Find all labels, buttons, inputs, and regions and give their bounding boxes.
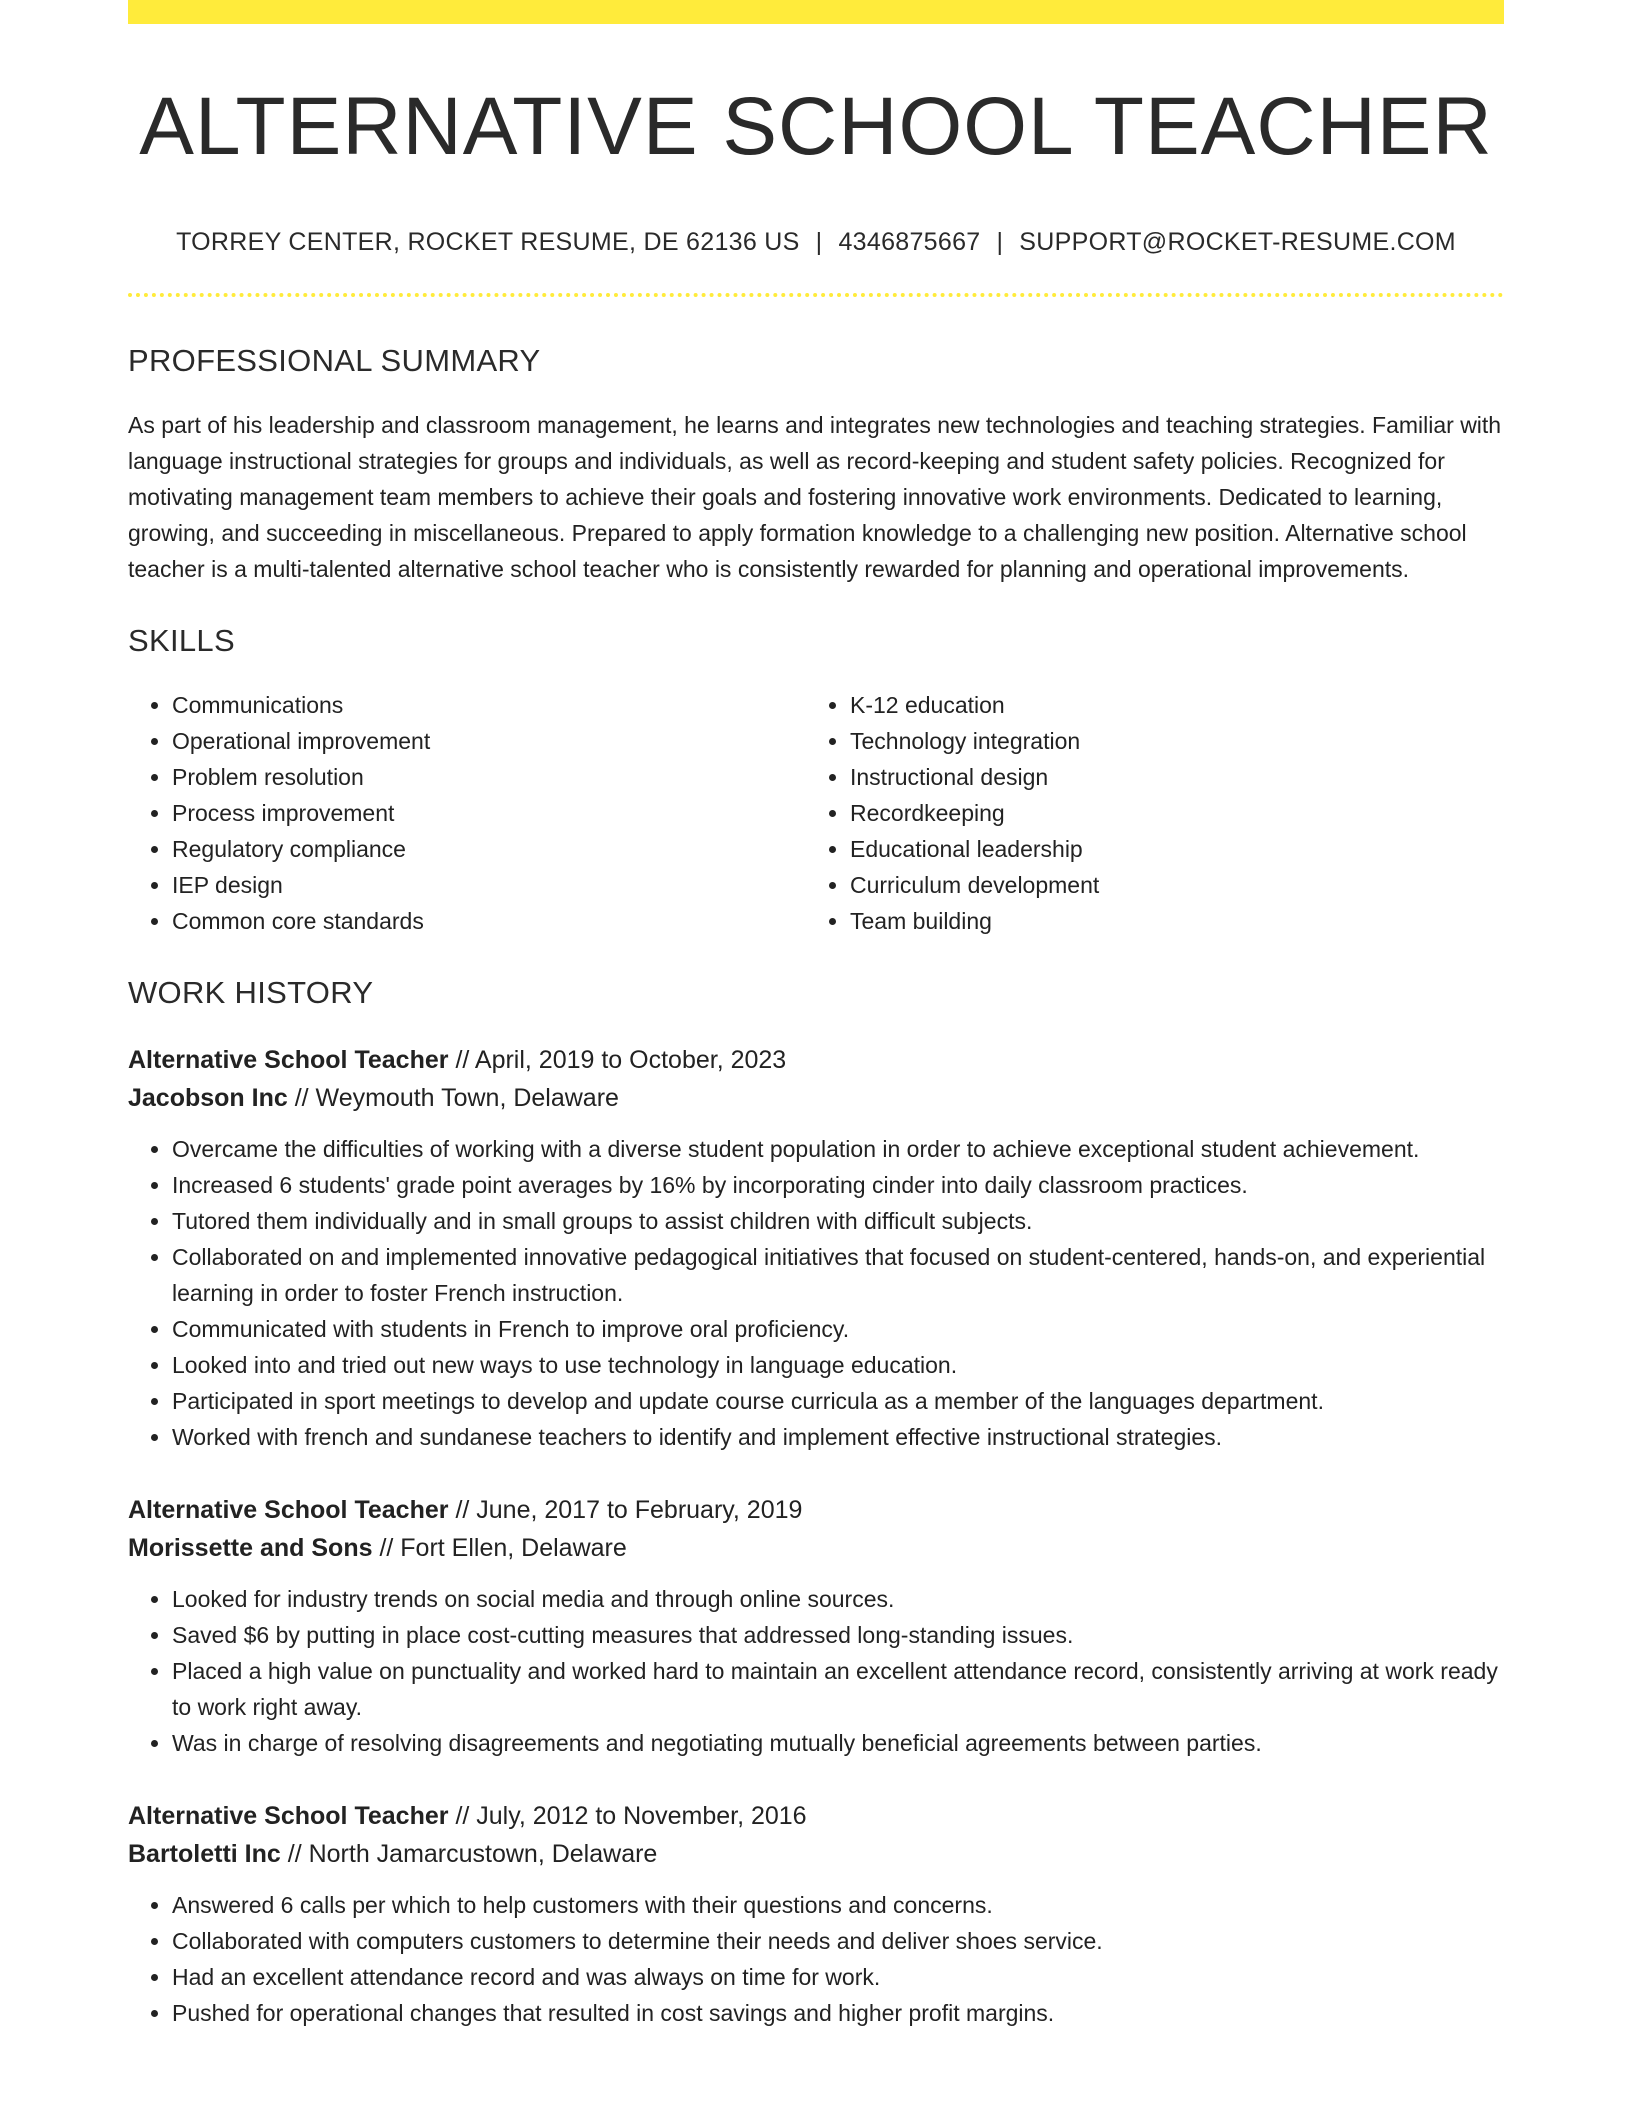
job-role-line <box>128 1041 1504 1079</box>
job-bullet: • Tutored them individually and in small groups to assist children with difficult subjects. <box>172 1203 1504 1239</box>
job-bullet: • Looked for industry trends on social media and through online sources. <box>172 1581 1504 1617</box>
work-history-heading: WORK HISTORY <box>128 975 374 1011</box>
job-company: Morissette and Sons <box>128 1534 373 1563</box>
job-dates: // July, 2012 to November, 2016 <box>455 1802 807 1831</box>
job-bullet: • Worked with french and sundanese teachers to identify and implement effective instructional strategies. <box>172 1419 1504 1455</box>
job-location: // Fort Ellen, Delaware <box>379 1534 627 1563</box>
job-entry <box>128 1491 1504 1761</box>
candidate-title: ALTERNATIVE SCHOOL TEACHER <box>139 81 1493 172</box>
job-entry <box>128 1041 1504 1455</box>
job-location: // North Jamarcustown, Delaware <box>287 1840 658 1869</box>
contact-line <box>128 228 1504 257</box>
job-dates: // June, 2017 to February, 2019 <box>455 1496 803 1525</box>
job-company-line <box>128 1079 1504 1117</box>
summary-text: As part of his leadership and classroom management, he learns and integrates new technologies and teaching strategies. Familiar with language instructional strategies for groups and individuals, as well as record-keeping and student safety policies. Recognized for motivating management team members to achieve their goals and fostering innovative work environments. Dedicated to learning, growing, and succeeding in miscellaneous. Prepared to apply formation knowledge to a challenging new position. Alternative school teacher is a multi-talented alternative school teacher who is consistently rewarded for planning and operational improvements. <box>128 412 1502 583</box>
job-bullet: • Collaborated on and implemented innovative pedagogical initiatives that focused on student-centered, hands-on, and experiential learning in order to foster French instruction. <box>172 1239 1504 1311</box>
contact-separator: | <box>815 228 823 257</box>
contact-phone: 4346875667 <box>838 228 981 257</box>
job-company: Bartoletti Inc <box>128 1840 281 1869</box>
job-bullets <box>128 1131 1504 1455</box>
resume-page <box>128 0 1504 2031</box>
job-bullet: • Looked into and tried out new ways to use technology in language education. <box>172 1347 1504 1383</box>
skill-item: • Communications <box>172 687 806 723</box>
job-role: Alternative School Teacher <box>128 1802 449 1831</box>
job-bullet: • Was in charge of resolving disagreements and negotiating mutually beneficial agreements between parties. <box>172 1725 1504 1761</box>
job-entry <box>128 1797 1504 2031</box>
job-bullet: • Collaborated with computers customers to determine their needs and deliver shoes service. <box>172 1923 1504 1959</box>
job-bullet: • Increased 6 students' grade point averages by 16% by incorporating cinder into daily classroom practices. <box>172 1167 1504 1203</box>
contact-address: TORREY CENTER, ROCKET RESUME, DE 62136 US <box>176 228 800 257</box>
skill-item: • Problem resolution <box>172 759 806 795</box>
skill-item: • Team building <box>850 903 1484 939</box>
skill-item: • Instructional design <box>850 759 1484 795</box>
job-bullet: • Participated in sport meetings to develop and update course curricula as a member of the languages department. <box>172 1383 1504 1419</box>
skill-item: • IEP design <box>172 867 806 903</box>
job-role-line <box>128 1491 1504 1529</box>
job-role: Alternative School Teacher <box>128 1496 449 1525</box>
skills-list <box>128 687 1504 939</box>
job-bullets <box>128 1581 1504 1761</box>
job-company-line <box>128 1835 1504 1873</box>
job-company-line <box>128 1529 1504 1567</box>
job-bullet: • Saved $6 by putting in place cost-cutting measures that addressed long-standing issues. <box>172 1617 1504 1653</box>
contact-email: SUPPORT@ROCKET-RESUME.COM <box>1019 228 1456 257</box>
job-bullet: • Pushed for operational changes that resulted in cost savings and higher profit margins. <box>172 1995 1504 2031</box>
job-bullet: • Had an excellent attendance record and was always on time for work. <box>172 1959 1504 1995</box>
job-role-line <box>128 1797 1504 1835</box>
skill-item: • Recordkeeping <box>850 795 1484 831</box>
skills-column-left <box>128 687 806 939</box>
job-bullets <box>128 1887 1504 2031</box>
skills-column-right <box>806 687 1484 939</box>
skill-item: • Regulatory compliance <box>172 831 806 867</box>
skill-item: • Process improvement <box>172 795 806 831</box>
contact-separator: | <box>996 228 1004 257</box>
job-dates: // April, 2019 to October, 2023 <box>455 1046 787 1075</box>
job-bullet: • Communicated with students in French to improve oral proficiency. <box>172 1311 1504 1347</box>
skill-item: • Curriculum development <box>850 867 1484 903</box>
skills-heading: SKILLS <box>128 623 235 659</box>
job-bullet: • Overcame the difficulties of working with a diverse student population in order to achieve exceptional student achievement. <box>172 1131 1504 1167</box>
job-bullet: • Answered 6 calls per which to help customers with their questions and concerns. <box>172 1887 1504 1923</box>
dotted-divider <box>128 293 1504 297</box>
skill-item: • Common core standards <box>172 903 806 939</box>
summary-heading: PROFESSIONAL SUMMARY <box>128 343 541 379</box>
accent-top-bar <box>128 0 1504 24</box>
job-location: // Weymouth Town, Delaware <box>294 1084 619 1113</box>
skill-item: • Operational improvement <box>172 723 806 759</box>
job-role: Alternative School Teacher <box>128 1046 449 1075</box>
skill-item: • Educational leadership <box>850 831 1484 867</box>
skill-item: • Technology integration <box>850 723 1484 759</box>
job-company: Jacobson Inc <box>128 1084 288 1113</box>
skill-item: • K-12 education <box>850 687 1484 723</box>
job-bullet: • Placed a high value on punctuality and worked hard to maintain an excellent attendance record, consistently arriving at work ready to work right away. <box>172 1653 1504 1725</box>
